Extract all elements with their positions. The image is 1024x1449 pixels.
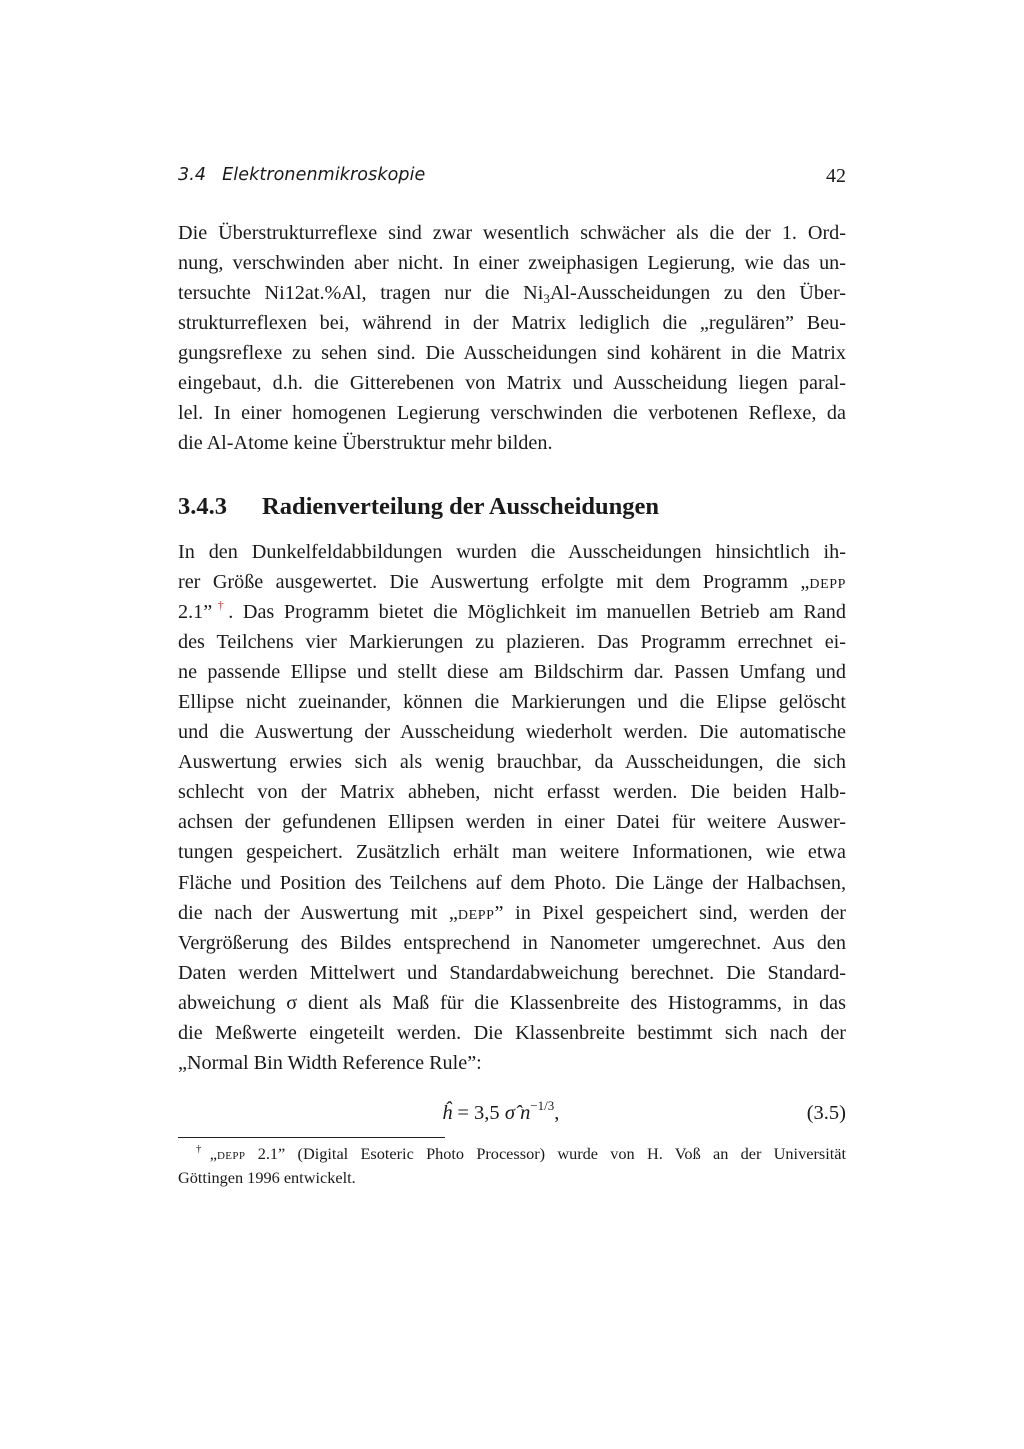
- text-run: ” in Pixel gespeichert sind, werden der: [494, 901, 846, 924]
- text-run: die nach der Auswertung mit „: [178, 901, 458, 924]
- text-line: [178, 597, 846, 627]
- text-line: die Al-Atome keine Überstruktur mehr bilden.: [178, 432, 553, 455]
- section-title: Radienverteilung der Ausscheidungen: [262, 493, 660, 520]
- footnote-divider: [178, 1137, 445, 1138]
- text-line: tungen gespeichert. Zusätzlich erhält man weitere Informationen, wie etwa: [178, 841, 846, 864]
- text-line: und die Auswertung der Ausscheidung wiederholt werden. Die automatische: [178, 721, 846, 744]
- paragraph-2: [178, 537, 846, 1078]
- footnote-reference[interactable]: †: [213, 598, 229, 613]
- eq-lhs: ĥ: [442, 1102, 453, 1124]
- text-line: schlecht von der Matrix abheben, nicht erfasst werden. Die beiden Halb-: [178, 781, 846, 804]
- text-line: Daten werden Mittelwert und Standardabweichung berechnet. Die Standard-: [178, 961, 846, 984]
- page-number: 42: [826, 165, 846, 187]
- text-line: Die Überstrukturreflexe sind zwar wesentlich schwächer als die der 1. Ord-: [178, 222, 846, 244]
- text-run: 2.1”: [178, 601, 213, 624]
- footnote: [178, 1142, 846, 1190]
- eq-exponent: −1/3: [530, 1098, 555, 1113]
- text-line: [178, 567, 846, 597]
- text-line: die Meßwerte eingeteilt werden. Die Klassenbreite bestimmt sich nach der: [178, 1021, 846, 1044]
- text-run: Al-Ausscheidungen zu den Über-: [549, 282, 846, 305]
- text-line: strukturreflexen bei, während in der Matrix lediglich die „regulären” Beu-: [178, 312, 846, 335]
- text-run: tersuchte Ni12at.%Al, tragen nur die Ni: [178, 282, 544, 305]
- text-line: Fläche und Position des Teilchens auf dem Photo. Die Länge der Halbachsen,: [178, 871, 846, 894]
- text-line: eingebaut, d.h. die Gitterebenen von Matrix und Ausscheidung liegen paral-: [178, 372, 846, 395]
- header-section-title: Elektronenmikroskopie: [222, 165, 426, 185]
- text-line: des Teilchens vier Markierungen zu plazieren. Das Programm errechnet ei-: [178, 631, 846, 654]
- text-line: achsen der gefundenen Ellipsen werden in einer Datei für weitere Auswer-: [178, 811, 846, 834]
- equation-number: (3.5): [806, 1102, 846, 1124]
- equation-3-5: [178, 1096, 846, 1130]
- equation-body: [442, 1096, 559, 1130]
- text-line: Vergrößerung des Bildes entsprechend in Nanometer umgerechnet. Aus den: [178, 931, 846, 954]
- text-line: [178, 898, 846, 928]
- section-number: 3.4.3: [178, 493, 227, 520]
- section-heading: [178, 490, 846, 524]
- subscript: 3: [543, 291, 550, 307]
- text-line: In den Dunkelfeldabbildungen wurden die Ausscheidungen hinsichtlich ih-: [178, 541, 846, 563]
- text-line: ne passende Ellipse und stellt diese am Bildschirm dar. Passen Umfang und: [178, 661, 846, 684]
- eq-sigma: σ̂: [504, 1102, 515, 1124]
- eq-equals: = 3,5: [452, 1102, 505, 1124]
- text-line: abweichung σ dient als Maß für die Klassenbreite des Histogramms, in das: [178, 991, 846, 1014]
- footnote-mark: †: [196, 1143, 210, 1155]
- text-line: [178, 278, 846, 308]
- program-name: depp: [457, 901, 495, 924]
- running-header: [178, 165, 846, 191]
- text-run: „: [209, 1144, 217, 1163]
- text-run: rer Größe ausgewertet. Die Auswertung erfolgte mit dem Programm „: [178, 571, 810, 594]
- text-line: Auswertung erwies sich als wenig brauchbar, da Ausscheidungen, die sich: [178, 751, 846, 774]
- text-run: 2.1” (Digital Esoteric Photo Processor) wurde von H. Voß an der Universität: [245, 1144, 847, 1163]
- text-line: nung, verschwinden aber nicht. In einer zweiphasigen Legierung, wie das un-: [178, 252, 846, 275]
- paragraph-1: [178, 218, 846, 458]
- footnote-line: Göttingen 1996 entwickelt.: [178, 1168, 356, 1187]
- footnote-line: [178, 1142, 846, 1166]
- header-section: [178, 165, 425, 185]
- program-name: depp: [216, 1147, 246, 1163]
- eq-n: n: [514, 1102, 531, 1124]
- text-line: gungsreflexe zu sehen sind. Die Ausscheidungen sind kohärent in die Matrix: [178, 342, 846, 365]
- header-section-number: 3.4: [178, 165, 207, 185]
- text-line: lel. In einer homogenen Legierung verschwinden die verbotenen Reflexe, da: [178, 402, 846, 425]
- text-run: . Das Programm bietet die Möglichkeit im manuellen Betrieb am Rand: [228, 601, 846, 624]
- text-line: „Normal Bin Width Reference Rule”:: [178, 1051, 482, 1074]
- eq-trail: ,: [554, 1102, 560, 1124]
- program-name: depp: [809, 571, 846, 594]
- text-line: Ellipse nicht zueinander, können die Markierungen und die Elipse gelöscht: [178, 691, 846, 714]
